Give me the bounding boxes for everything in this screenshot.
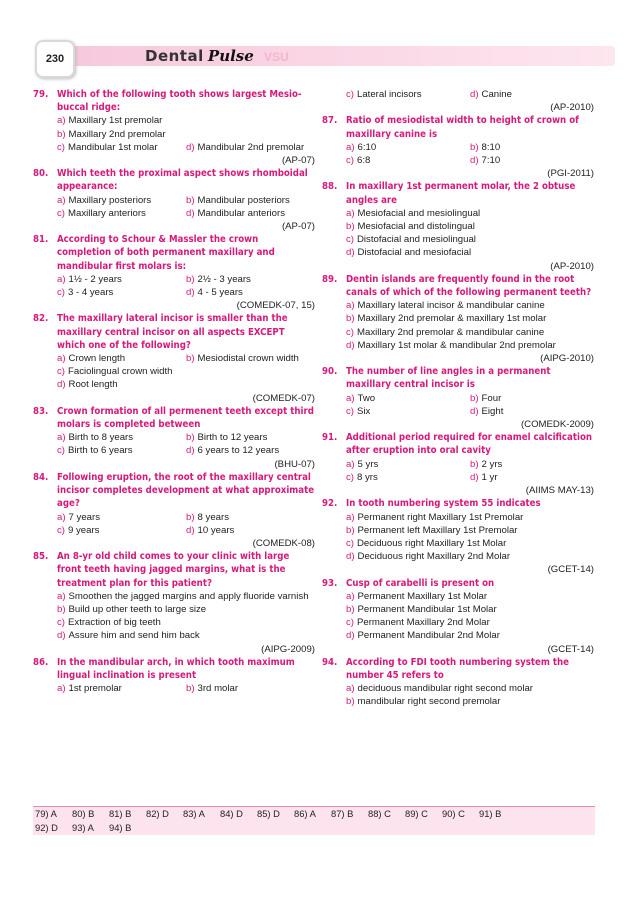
option: a) 1st premolar — [57, 683, 122, 695]
question-heading — [322, 180, 594, 206]
option: d) Assure him and send him back — [57, 630, 200, 642]
option-row — [57, 444, 315, 457]
option-letter: a) — [346, 458, 355, 470]
option: d) Root length — [57, 379, 118, 391]
option: c) 6:8 — [346, 155, 371, 167]
options — [33, 511, 315, 537]
options — [33, 590, 315, 643]
question-text: Which teeth the proximal aspect shows rhomboidal appearance: — [57, 168, 308, 193]
option-row — [57, 194, 315, 207]
option-row — [346, 524, 594, 537]
question-text: The maxillary lateral incisor is smaller than the maxillary central incisor on all aspects EXCEPT which one of the following? — [57, 313, 288, 351]
option-row — [57, 273, 315, 286]
question-number: 81. — [33, 234, 49, 246]
option: b) Maxillary 2nd premolar — [57, 128, 166, 140]
options — [33, 352, 315, 392]
question-heading — [322, 656, 594, 682]
option-row — [57, 629, 315, 642]
option: b) Permanent left Maxillary 1st Premolar — [346, 524, 518, 536]
option-row — [346, 233, 594, 246]
option-letter: b) — [186, 511, 195, 523]
question-text: Crown formation of all permenent teeth except third molars is completed between — [57, 405, 314, 431]
question-text: According to Schour & Massler the crown completion of both permanent maxillary and mandibular first molars is: — [57, 234, 275, 272]
option-row — [346, 246, 594, 259]
option-row — [57, 207, 315, 220]
brand-title — [145, 46, 289, 66]
question-heading — [322, 114, 594, 140]
option-row — [346, 299, 594, 312]
brand-script: Pulse — [207, 47, 254, 65]
question-heading — [33, 312, 315, 352]
option-letter: c) — [346, 155, 354, 167]
option-row — [346, 616, 594, 629]
option-letter: a) — [346, 590, 355, 602]
question-91 — [322, 431, 594, 497]
question-85 — [33, 550, 315, 656]
question-source: (AIPG-2009) — [261, 643, 315, 655]
option-row — [346, 312, 594, 325]
option-row — [346, 392, 594, 405]
option: d) 7:10 — [470, 155, 501, 167]
question-89 — [322, 273, 594, 365]
option-letter: b) — [186, 683, 195, 695]
question-79 — [33, 88, 315, 167]
question-84 — [33, 471, 315, 550]
option: a) 1½ - 2 years — [57, 273, 122, 285]
option-letter: b) — [346, 696, 355, 708]
option-letter: d) — [470, 89, 479, 100]
question-heading — [33, 88, 315, 114]
option-letter: c) — [346, 89, 354, 100]
option-letter: a) — [57, 432, 66, 444]
option-letter: d) — [186, 141, 195, 153]
option: d) Canine — [470, 89, 512, 100]
option-letter: d) — [346, 630, 355, 642]
option-letter: a) — [346, 141, 355, 153]
question-number: 79. — [33, 89, 49, 100]
question-text: An 8-yr old child comes to your clinic with large front teeth having jagged margins, what is the treatment plan for this patient? — [57, 551, 290, 589]
option: d) 1 yr — [470, 471, 498, 483]
option-row — [57, 682, 315, 695]
option-row — [346, 88, 594, 101]
question-source: (COMEDK-08) — [252, 537, 315, 549]
option: c) Permanent Maxillary 2nd Molar — [346, 617, 490, 629]
option-row — [57, 114, 315, 127]
option-letter: b) — [57, 128, 66, 140]
question-83 — [33, 405, 315, 471]
question-text: Following eruption, the root of the maxillary central incisor completes development at what approximate age? — [57, 471, 315, 510]
option-letter: a) — [57, 115, 66, 127]
answer-item: 90) C — [442, 808, 465, 819]
option: a) 5 yrs — [346, 458, 379, 470]
option-letter: c) — [346, 234, 354, 246]
option-letter: b) — [346, 603, 355, 615]
option-row — [346, 154, 594, 167]
answer-item: 88) C — [368, 808, 391, 819]
option-row — [346, 458, 594, 471]
question-source: (COMEDK-2009) — [520, 419, 594, 431]
option: d) Deciduous right Maxillary 2nd Molar — [346, 551, 511, 563]
option: b) 8 years — [186, 511, 229, 523]
question-number: 89. — [322, 273, 338, 285]
option: d) Mandibular 2nd premolar — [186, 141, 305, 153]
question-source: (COMEDK-07) — [252, 392, 315, 404]
question-text: Additional period required for enamel calcification after eruption into oral cavity — [346, 432, 593, 457]
option-row — [57, 590, 315, 603]
option: d) Mandibular anteriors — [186, 207, 285, 219]
option: b) 3rd molar — [186, 683, 239, 695]
option-row — [57, 365, 315, 378]
option-letter: a) — [346, 511, 355, 523]
option-row — [57, 431, 315, 444]
question-heading — [33, 405, 315, 431]
option-letter: a) — [57, 590, 66, 602]
option: c) Maxillary 2nd premolar & mandibular canine — [346, 326, 545, 338]
option-letter: b) — [470, 458, 479, 470]
answer-item: 87) B — [331, 808, 354, 819]
option-letter: a) — [57, 511, 66, 523]
left-column — [33, 88, 315, 695]
question-heading — [322, 365, 594, 391]
question-number: 86. — [33, 656, 49, 668]
answer-row — [33, 807, 595, 821]
option: d) Permanent Mandibular 2nd Molar — [346, 630, 500, 642]
options — [322, 299, 594, 352]
option: c) Six — [346, 405, 371, 417]
option: c) Birth to 6 years — [57, 445, 133, 457]
answer-item: 79) A — [35, 808, 57, 819]
option: b) 8:10 — [470, 141, 501, 153]
brand-watermark: VSU — [263, 50, 289, 64]
option: a) 6:10 — [346, 141, 377, 153]
option-row — [57, 511, 315, 524]
option: b) 2½ - 3 years — [186, 273, 251, 285]
option-letter: c) — [57, 617, 65, 629]
option-letter: c) — [346, 537, 354, 549]
option: a) Permanent right Maxillary 1st Premolar — [346, 511, 524, 523]
answer-row — [33, 821, 595, 835]
option-row — [57, 616, 315, 629]
option-letter: a) — [57, 194, 66, 206]
option: a) Maxillary 1st premolar — [57, 115, 163, 127]
option: d) Distofacial and mesiofacial — [346, 247, 472, 259]
question-source: (AP-07) — [281, 221, 315, 233]
answer-item: 93) A — [72, 822, 94, 833]
question-number: 83. — [33, 405, 49, 417]
option-row — [57, 603, 315, 616]
question-source: (BHU-07) — [274, 458, 315, 470]
option-letter: a) — [346, 683, 355, 695]
question-86 — [33, 656, 315, 696]
option-row — [346, 629, 594, 642]
option-letter: a) — [57, 353, 66, 365]
option-letter: d) — [57, 379, 66, 391]
answer-item: 85) D — [257, 808, 280, 819]
options — [322, 392, 594, 418]
option-row — [346, 339, 594, 352]
option-letter: a) — [346, 392, 355, 404]
option: b) Birth to 12 years — [186, 432, 268, 444]
option-letter: b) — [57, 603, 66, 615]
option: b) Mandibular posteriors — [186, 194, 290, 206]
question-source: (COMEDK-07, 15) — [236, 300, 315, 312]
option: c) Faciolingual crown width — [57, 366, 173, 378]
answer-item: 94) B — [109, 822, 132, 833]
option: d) Eight — [470, 405, 504, 417]
option-letter: b) — [470, 392, 479, 404]
option: d) 10 years — [186, 524, 235, 536]
answer-item: 83) A — [183, 808, 205, 819]
question-source: (AP-2010) — [550, 260, 594, 272]
answer-item: 92) D — [35, 822, 58, 833]
answer-key — [33, 806, 595, 835]
question-82 — [33, 312, 315, 404]
answer-item: 86) A — [294, 808, 316, 819]
option-row — [346, 207, 594, 220]
option: a) Mesiofacial and mesiolingual — [346, 207, 481, 219]
options — [33, 194, 315, 220]
question-93 — [322, 577, 594, 656]
question-source: (AIPG-2010) — [540, 353, 594, 365]
option: a) 7 years — [57, 511, 100, 523]
option: d) 6 years to 12 years — [186, 445, 280, 457]
option-letter: d) — [346, 247, 355, 259]
question-number: 82. — [33, 313, 49, 325]
option-letter: b) — [186, 432, 195, 444]
question-source: (GCET-14) — [547, 564, 594, 576]
option: d) 4 - 5 years — [186, 287, 243, 299]
option: a) Maxillary posteriors — [57, 194, 152, 206]
option: b) Build up other teeth to large size — [57, 603, 207, 615]
option-row — [346, 405, 594, 418]
option: c) Extraction of big teeth — [57, 617, 161, 629]
options — [33, 114, 315, 154]
question-81 — [33, 233, 315, 312]
option-row — [346, 603, 594, 616]
option-letter: c) — [57, 207, 65, 219]
option-row — [346, 220, 594, 233]
option-letter: c) — [346, 405, 354, 417]
option-row — [346, 141, 594, 154]
option-row — [346, 682, 594, 695]
question-text: The number of line angles in a permanent maxillary central incisor is — [346, 366, 551, 391]
option-letter: c) — [346, 471, 354, 483]
options — [322, 590, 594, 643]
option: c) 9 years — [57, 524, 100, 536]
option-row — [57, 378, 315, 391]
question-heading — [322, 431, 594, 457]
option-letter: b) — [346, 313, 355, 325]
question-92 — [322, 497, 594, 576]
option-letter: c) — [57, 141, 65, 153]
question-text: Ratio of mesiodistal width to height of crown of maxillary canine is — [346, 115, 579, 140]
option: b) 2 yrs — [470, 458, 503, 470]
question-text: In tooth numbering system 55 indicates — [346, 498, 541, 510]
page-number-badge: 230 — [35, 40, 75, 78]
option-row — [346, 471, 594, 484]
option-row — [57, 141, 315, 154]
option-row — [57, 524, 315, 537]
option: a) Smoothen the jagged margins and apply fluoride varnish — [57, 590, 309, 602]
options — [322, 458, 594, 484]
answer-item: 91) B — [479, 808, 502, 819]
options — [33, 431, 315, 457]
question-source: (PGI-2011) — [547, 168, 594, 180]
option-letter: d) — [186, 207, 195, 219]
option-letter: c) — [57, 366, 65, 378]
option: a) Two — [346, 392, 376, 404]
options — [33, 682, 315, 695]
option-letter: c) — [57, 287, 65, 299]
option-letter: c) — [57, 524, 65, 536]
option-letter: a) — [57, 683, 66, 695]
option-letter: d) — [470, 405, 479, 417]
option: b) Mesiodistal crown width — [186, 353, 299, 365]
question-number: 91. — [322, 432, 338, 444]
question-heading — [322, 497, 594, 510]
option-row — [346, 590, 594, 603]
question-94 — [322, 656, 594, 709]
answer-item: 81) B — [109, 808, 132, 819]
right-column — [322, 88, 594, 709]
question-number: 84. — [33, 471, 49, 483]
option-letter: d) — [186, 524, 195, 536]
option-letter: d) — [57, 630, 66, 642]
option-row — [57, 286, 315, 299]
option: b) Maxillary 2nd premolar & maxillary 1st molar — [346, 313, 547, 325]
option-letter: d) — [346, 551, 355, 563]
options — [322, 682, 594, 708]
question-source: (AP-2010) — [550, 102, 594, 114]
option-row — [346, 550, 594, 563]
option: d) Maxillary 1st molar & mandibular 2nd premolar — [346, 339, 556, 351]
options — [322, 88, 594, 101]
question-heading — [33, 656, 315, 682]
options — [33, 273, 315, 299]
option-letter: b) — [346, 221, 355, 233]
option-row — [57, 128, 315, 141]
options — [322, 511, 594, 564]
question-number: 92. — [322, 498, 338, 510]
question-number: 88. — [322, 181, 338, 193]
option-letter: b) — [186, 273, 195, 285]
option: b) Mesiofacial and distolingual — [346, 221, 475, 233]
options — [322, 141, 594, 167]
question-87 — [322, 114, 594, 180]
option: c) Deciduous right Maxillary 1st Molar — [346, 537, 507, 549]
answer-item: 89) C — [405, 808, 428, 819]
option-letter: d) — [186, 445, 195, 457]
option: a) deciduous mandibular right second molar — [346, 683, 533, 695]
question-text: Cusp of carabelli is present on — [346, 577, 495, 589]
option-letter: a) — [346, 207, 355, 219]
question-source: (AP-07) — [281, 155, 315, 167]
option: a) Crown length — [57, 353, 126, 365]
answer-item: 80) B — [72, 808, 95, 819]
question-90 — [322, 365, 594, 431]
question-heading — [322, 577, 594, 590]
option: a) Maxillary lateral incisor & mandibular canine — [346, 300, 545, 312]
option-letter: b) — [346, 524, 355, 536]
question-number: 93. — [322, 577, 338, 589]
option-letter: b) — [186, 194, 195, 206]
question-source: (GCET-14) — [547, 643, 594, 655]
option: a) Permanent Maxillary 1st Molar — [346, 590, 488, 602]
question-88 — [322, 180, 594, 272]
question-heading — [322, 273, 594, 299]
question-heading — [33, 550, 315, 590]
option-letter: a) — [346, 300, 355, 312]
option: c) 8 yrs — [346, 471, 378, 483]
question-text: Which of the following tooth shows largest Mesio-buccal ridge: — [57, 89, 302, 114]
question-heading — [33, 471, 315, 511]
option-letter: b) — [470, 141, 479, 153]
question-number: 85. — [33, 551, 49, 563]
page-header — [35, 40, 615, 74]
option-letter: d) — [346, 339, 355, 351]
option: a) Birth to 8 years — [57, 432, 134, 444]
question-source: (AIIMS MAY-13) — [525, 485, 594, 497]
option-row — [346, 537, 594, 550]
options — [322, 207, 594, 260]
option: b) mandibular right second premolar — [346, 696, 501, 708]
question-text: According to FDI tooth numbering system the number 45 refers to — [346, 656, 570, 681]
option-letter: a) — [57, 273, 66, 285]
question-text: Dentin islands are frequently found in the root canals of which of the following permanent teeth? — [346, 273, 592, 299]
question-number: 90. — [322, 366, 338, 378]
brand-plain: Dental — [145, 47, 204, 65]
option-row — [57, 352, 315, 365]
option-row — [346, 326, 594, 339]
answer-item: 84) D — [220, 808, 243, 819]
answer-item: 82) D — [146, 808, 169, 819]
option: c) Distofacial and mesiolingual — [346, 234, 476, 246]
question-heading — [33, 167, 315, 193]
option-letter: b) — [186, 353, 195, 365]
option: b) Permanent Mandibular 1st Molar — [346, 603, 497, 615]
option-letter: d) — [470, 155, 479, 167]
question-80 — [33, 167, 315, 233]
question-cont — [322, 88, 594, 114]
question-number: 87. — [322, 115, 338, 127]
option-letter: d) — [470, 471, 479, 483]
option: c) Lateral incisors — [346, 89, 422, 100]
question-number: 80. — [33, 168, 49, 180]
option: c) 3 - 4 years — [57, 287, 114, 299]
question-heading — [33, 233, 315, 273]
question-text: In the mandibular arch, in which tooth maximum lingual inclination is present — [57, 656, 295, 681]
question-text: In maxillary 1st permanent molar, the 2 obtuse angles are — [346, 181, 576, 206]
option: c) Mandibular 1st molar — [57, 141, 158, 153]
option-row — [346, 511, 594, 524]
option: c) Maxillary anteriors — [57, 207, 146, 219]
option: b) Four — [470, 392, 502, 404]
option-letter: d) — [186, 287, 195, 299]
option-row — [346, 695, 594, 708]
option-letter: c) — [346, 326, 354, 338]
option-letter: c) — [346, 617, 354, 629]
question-number: 94. — [322, 656, 338, 668]
option-letter: c) — [57, 445, 65, 457]
